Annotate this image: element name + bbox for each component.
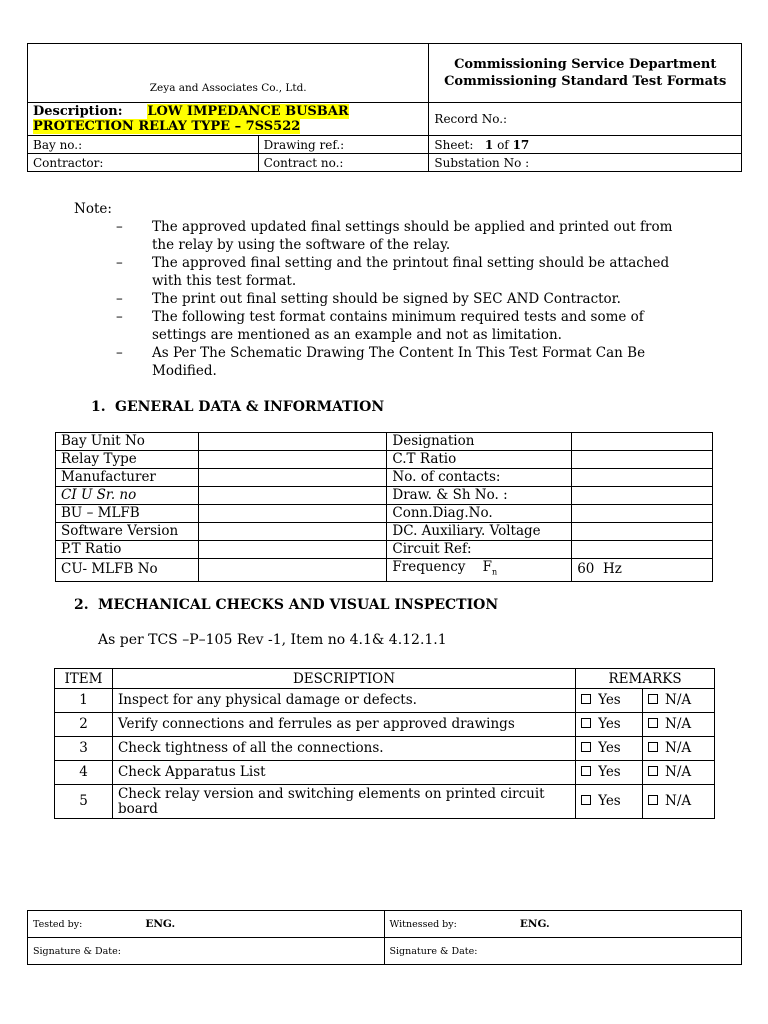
yes-label: Yes xyxy=(598,793,621,809)
table-row xyxy=(56,469,713,487)
na-checkbox[interactable] xyxy=(643,761,715,785)
table-row xyxy=(55,713,715,737)
yes-checkbox[interactable] xyxy=(576,785,643,819)
tested-by-cell[interactable] xyxy=(28,911,385,938)
table-row xyxy=(55,689,715,713)
field-value[interactable] xyxy=(572,541,713,559)
item-description: Verify connections and ferrules as per approved drawings xyxy=(112,713,575,737)
department-name: Commissioning Service Department xyxy=(454,57,717,72)
checkbox-icon[interactable] xyxy=(648,742,658,752)
checkbox-icon[interactable] xyxy=(581,742,591,752)
table-row xyxy=(55,737,715,761)
table-row xyxy=(56,433,713,451)
section2-number: 2. xyxy=(74,597,89,613)
yes-checkbox[interactable] xyxy=(576,689,643,713)
table-row xyxy=(56,505,713,523)
checkbox-icon[interactable] xyxy=(648,795,658,805)
remarks-header: REMARKS xyxy=(576,669,715,689)
description-line2: PROTECTION RELAY TYPE – 7SS522 xyxy=(33,119,301,134)
field-value[interactable] xyxy=(198,469,387,487)
department-title xyxy=(429,44,742,103)
field-value[interactable]: 60 Hz xyxy=(572,559,713,582)
contract-no-cell[interactable]: Contract no.: xyxy=(258,154,429,172)
item-description: Check Apparatus List xyxy=(112,761,575,785)
note-line: The approved final setting and the printout final setting should be attached xyxy=(152,255,670,271)
field-label: No. of contacts: xyxy=(387,469,572,487)
contractor-cell[interactable]: Contractor: xyxy=(28,154,259,172)
field-value[interactable] xyxy=(572,451,713,469)
general-data-table xyxy=(55,432,713,582)
item-description: Inspect for any physical damage or defects. xyxy=(112,689,575,713)
table-row xyxy=(56,523,713,541)
na-label: N/A xyxy=(665,740,692,756)
note-line: The approved updated final settings should be applied and printed out from xyxy=(152,219,673,235)
na-checkbox[interactable] xyxy=(643,713,715,737)
signature-table xyxy=(27,910,742,965)
notes-list xyxy=(74,218,694,380)
item-number: 4 xyxy=(55,761,113,785)
na-checkbox[interactable] xyxy=(643,785,715,819)
field-label: Software Version xyxy=(56,523,199,541)
section2-heading: MECHANICAL CHECKS AND VISUAL INSPECTION xyxy=(98,597,499,613)
sheet-cell xyxy=(429,136,742,154)
field-label: DC. Auxiliary. Voltage xyxy=(387,523,572,541)
note-item: – The print out final setting should be signed by SEC AND Contractor. xyxy=(116,291,621,307)
field-value[interactable] xyxy=(198,559,387,582)
field-value[interactable] xyxy=(198,541,387,559)
field-value[interactable] xyxy=(198,505,387,523)
yes-label: Yes xyxy=(598,764,621,780)
checkbox-icon[interactable] xyxy=(581,718,591,728)
table-row xyxy=(56,541,713,559)
field-label: Circuit Ref: xyxy=(387,541,572,559)
note-item: – The approved updated final settings should be applied and printed out from the relay by using the software of the relay. xyxy=(116,219,673,253)
sheet-of: of xyxy=(497,137,509,152)
table-row xyxy=(55,761,715,785)
tested-by-label: Tested by: xyxy=(33,919,83,930)
sheet-number: 1 xyxy=(484,137,494,152)
yes-label: Yes xyxy=(598,716,621,732)
note-item: – The following test format contains minimum required tests and some of settings are mentioned as an example and not as limitation. xyxy=(116,309,644,343)
field-value[interactable] xyxy=(572,487,713,505)
section1-number: 1. xyxy=(91,399,106,415)
test-formats-title: Commissioning Standard Test Formats xyxy=(444,74,727,89)
field-label-italic: CI U Sr. no xyxy=(61,487,137,503)
note-item: – As Per The Schematic Drawing The Content In This Test Format Can Be Modified. xyxy=(116,345,646,379)
item-header: ITEM xyxy=(55,669,113,689)
yes-checkbox[interactable] xyxy=(576,761,643,785)
field-label: Draw. & Sh No. : xyxy=(387,487,572,505)
witnessed-by-eng: ENG. xyxy=(519,918,550,930)
field-value[interactable] xyxy=(572,523,713,541)
note-line: with this test format. xyxy=(152,273,297,289)
note-line: The following test format contains minimum required tests and some of xyxy=(152,309,644,325)
na-label: N/A xyxy=(665,793,692,809)
yes-label: Yes xyxy=(598,692,621,708)
field-label: CU- MLFB No xyxy=(56,559,199,582)
section2-title xyxy=(74,597,498,613)
section1-heading: GENERAL DATA & INFORMATION xyxy=(115,399,385,415)
field-value[interactable] xyxy=(572,505,713,523)
description-cell xyxy=(28,103,429,136)
sheet-total: 17 xyxy=(512,137,530,152)
table-row xyxy=(56,559,713,582)
field-value[interactable] xyxy=(572,433,713,451)
field-label: Bay Unit No xyxy=(56,433,199,451)
table-row xyxy=(56,451,713,469)
section1-title xyxy=(91,399,384,415)
na-checkbox[interactable] xyxy=(643,737,715,761)
field-label: Designation xyxy=(387,433,572,451)
field-label: C.T Ratio xyxy=(387,451,572,469)
checkbox-icon[interactable] xyxy=(648,718,658,728)
mechanical-checks-table xyxy=(54,668,715,819)
item-description: Check tightness of all the connections. xyxy=(112,737,575,761)
bay-no-cell[interactable]: Bay no.: xyxy=(28,136,259,154)
header-table xyxy=(27,43,742,172)
field-value[interactable] xyxy=(198,487,387,505)
table-row xyxy=(56,487,713,505)
note-line: settings are mentioned as an example and not as limitation. xyxy=(152,327,562,343)
field-label xyxy=(387,559,572,582)
sheet-label: Sheet: xyxy=(434,137,474,152)
description-line1: LOW IMPEDANCE BUSBAR xyxy=(147,104,349,119)
field-label xyxy=(56,487,199,505)
company-name: Zeya and Associates Co., Ltd. xyxy=(28,44,429,103)
na-label: N/A xyxy=(665,764,692,780)
checkbox-icon[interactable] xyxy=(581,795,591,805)
item-number: 3 xyxy=(55,737,113,761)
note-line: Modified. xyxy=(152,363,217,379)
na-label: N/A xyxy=(665,692,692,708)
item-description: Check relay version and switching elements on printed circuit board xyxy=(112,785,575,819)
description-label: Description: xyxy=(33,104,123,119)
tcs-reference: As per TCS –P–105 Rev -1, Item no 4.1& 4.12.1.1 xyxy=(98,632,447,648)
tested-signature-date[interactable]: Signature & Date: xyxy=(28,938,385,965)
notes-block xyxy=(74,200,694,380)
frequency-subscript: n xyxy=(491,567,498,577)
yes-checkbox[interactable] xyxy=(576,737,643,761)
witnessed-by-label: Witnessed by: xyxy=(389,919,457,930)
field-value[interactable] xyxy=(198,523,387,541)
frequency-label: Frequency F xyxy=(392,559,492,575)
table-header-row xyxy=(55,669,715,689)
drawing-ref-cell[interactable]: Drawing ref.: xyxy=(258,136,429,154)
field-label: Manufacturer xyxy=(56,469,199,487)
record-no-cell[interactable]: Record No.: xyxy=(429,103,742,136)
field-value[interactable] xyxy=(572,469,713,487)
na-label: N/A xyxy=(665,716,692,732)
field-label: P.T Ratio xyxy=(56,541,199,559)
notes-label: Note: xyxy=(74,201,112,217)
substation-no-cell[interactable]: Substation No : xyxy=(429,154,742,172)
note-line: the relay by using the software of the relay. xyxy=(152,237,451,253)
checkbox-icon[interactable] xyxy=(581,766,591,776)
field-label: Relay Type xyxy=(56,451,199,469)
note-line: As Per The Schematic Drawing The Content In This Test Format Can Be xyxy=(152,345,646,361)
item-number: 1 xyxy=(55,689,113,713)
field-label: BU – MLFB xyxy=(56,505,199,523)
field-value[interactable] xyxy=(198,433,387,451)
checkbox-icon[interactable] xyxy=(581,694,591,704)
witnessed-signature-date[interactable]: Signature & Date: xyxy=(384,938,742,965)
table-row xyxy=(55,785,715,819)
description-header: DESCRIPTION xyxy=(112,669,575,689)
witnessed-by-cell[interactable] xyxy=(384,911,742,938)
yes-checkbox[interactable] xyxy=(576,713,643,737)
item-number: 2 xyxy=(55,713,113,737)
field-label: Conn.Diag.No. xyxy=(387,505,572,523)
yes-label: Yes xyxy=(598,740,621,756)
note-line: The print out final setting should be signed by SEC AND Contractor. xyxy=(152,291,621,307)
checkbox-icon[interactable] xyxy=(648,766,658,776)
item-number: 5 xyxy=(55,785,113,819)
checkbox-icon[interactable] xyxy=(648,694,658,704)
tested-by-eng: ENG. xyxy=(145,918,176,930)
na-checkbox[interactable] xyxy=(643,689,715,713)
note-item: – The approved final setting and the printout final setting should be attached with this test format. xyxy=(116,255,670,289)
field-value[interactable] xyxy=(198,451,387,469)
